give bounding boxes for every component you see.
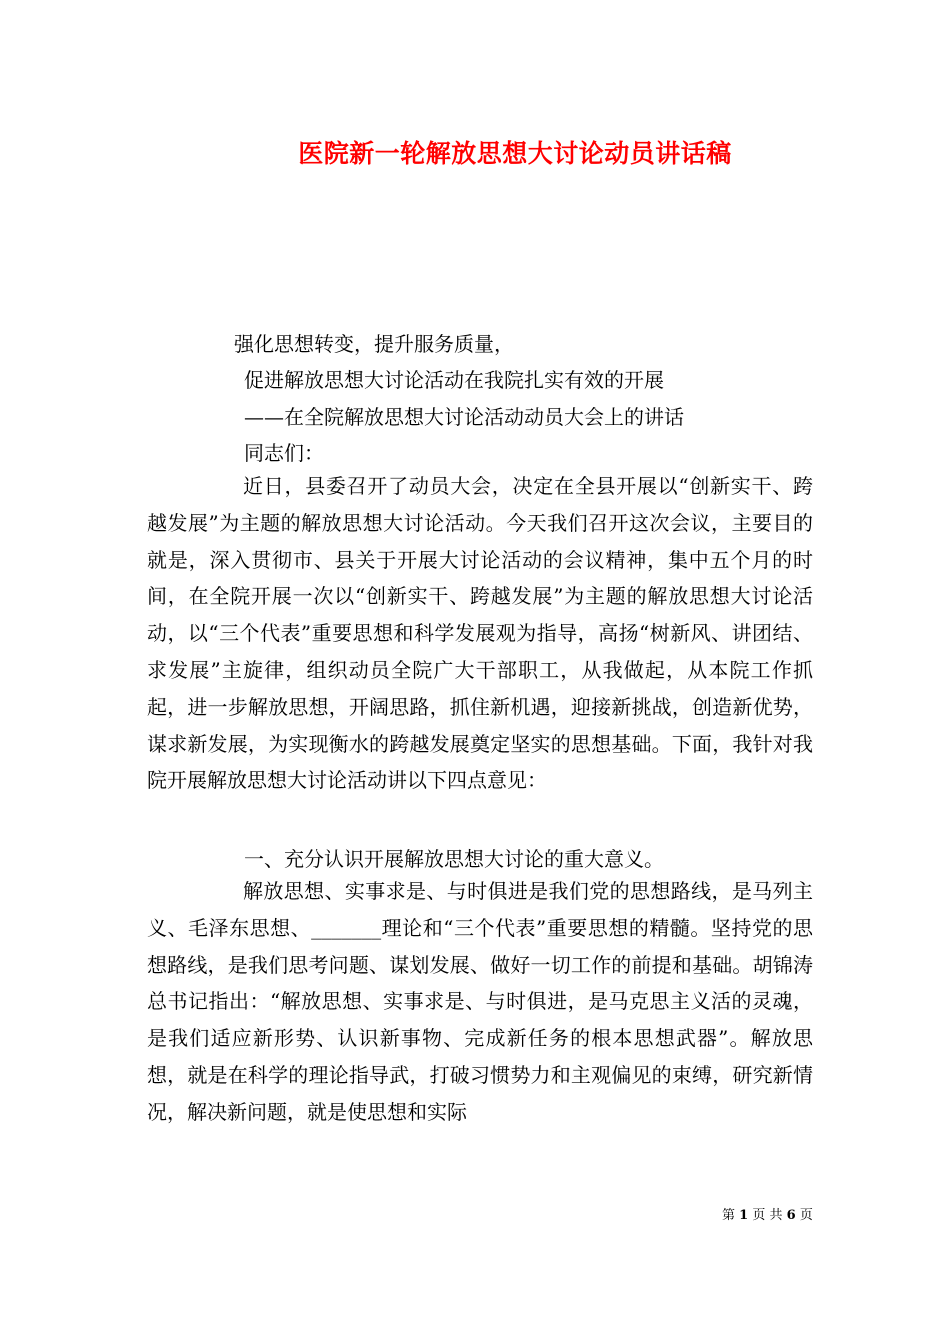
page-footer: [722, 1204, 813, 1223]
section-1-heading: 一、充分认识开展解放思想大讨论的重大意义。: [244, 847, 664, 871]
footer-current-page: 1: [739, 1208, 749, 1223]
document-title: 医院新一轮解放思想大讨论动员讲话稿: [298, 139, 732, 168]
footer-suffix: 页: [799, 1208, 813, 1223]
footer-prefix: 第: [722, 1208, 736, 1223]
footer-total-pages: 6: [786, 1208, 796, 1223]
paragraph-2: 解放思想、实事求是、与时俱进是我们党的思想路线，是马列主义、毛泽东思想、_______理论和“三个代表”重要思想的精髓。坚持党的思想路线，是我们思考问题、谋划发展、做好一切工作的前提和基础。胡锦涛总书记指出：“解放思想、实事求是、与时俱进，是马克思主义活的灵魂，是我们适应新形势、认识新事物、完成新任务的根本思想武器”。解放思想，就是在科学的理论指导武，打破习惯势力和主观偏见的束缚，研究新情况，解决新问题，就是使思想和实际: [147, 879, 813, 1124]
heading-line-2: 促进解放思想大讨论活动在我院扎实有效的开展: [244, 368, 664, 392]
footer-middle: 页 共: [752, 1208, 783, 1223]
heading-line-3: ——在全院解放思想大讨论活动动员大会上的讲话: [244, 405, 684, 429]
paragraph-1: 近日，县委召开了动员大会，决定在全县开展以“创新实干、跨越发展”为主题的解放思想大讨论活动。今天我们召开这次会议，主要目的就是，深入贯彻市、县关于开展大讨论活动的会议精神，集中五个月的时间，在全院开展一次以“创新实干、跨越发展”为主题的解放思想大讨论活动，以“三个代表”重要思想和科学发展观为指导，高扬“树新风、讲团结、求发展”主旋律，组织动员全院广大干部职工，从我做起，从本院工作抓起，进一步解放思想，开阔思路，抓住新机遇，迎接新挑战，创造新优势，谋求新发展，为实现衡水的跨越发展奠定坚实的思想基础。下面，我针对我院开展解放思想大讨论活动讲以下四点意见：: [147, 474, 813, 793]
salutation: 同志们：: [244, 441, 324, 465]
heading-line-1: 强化思想转变，提升服务质量，: [234, 332, 514, 356]
